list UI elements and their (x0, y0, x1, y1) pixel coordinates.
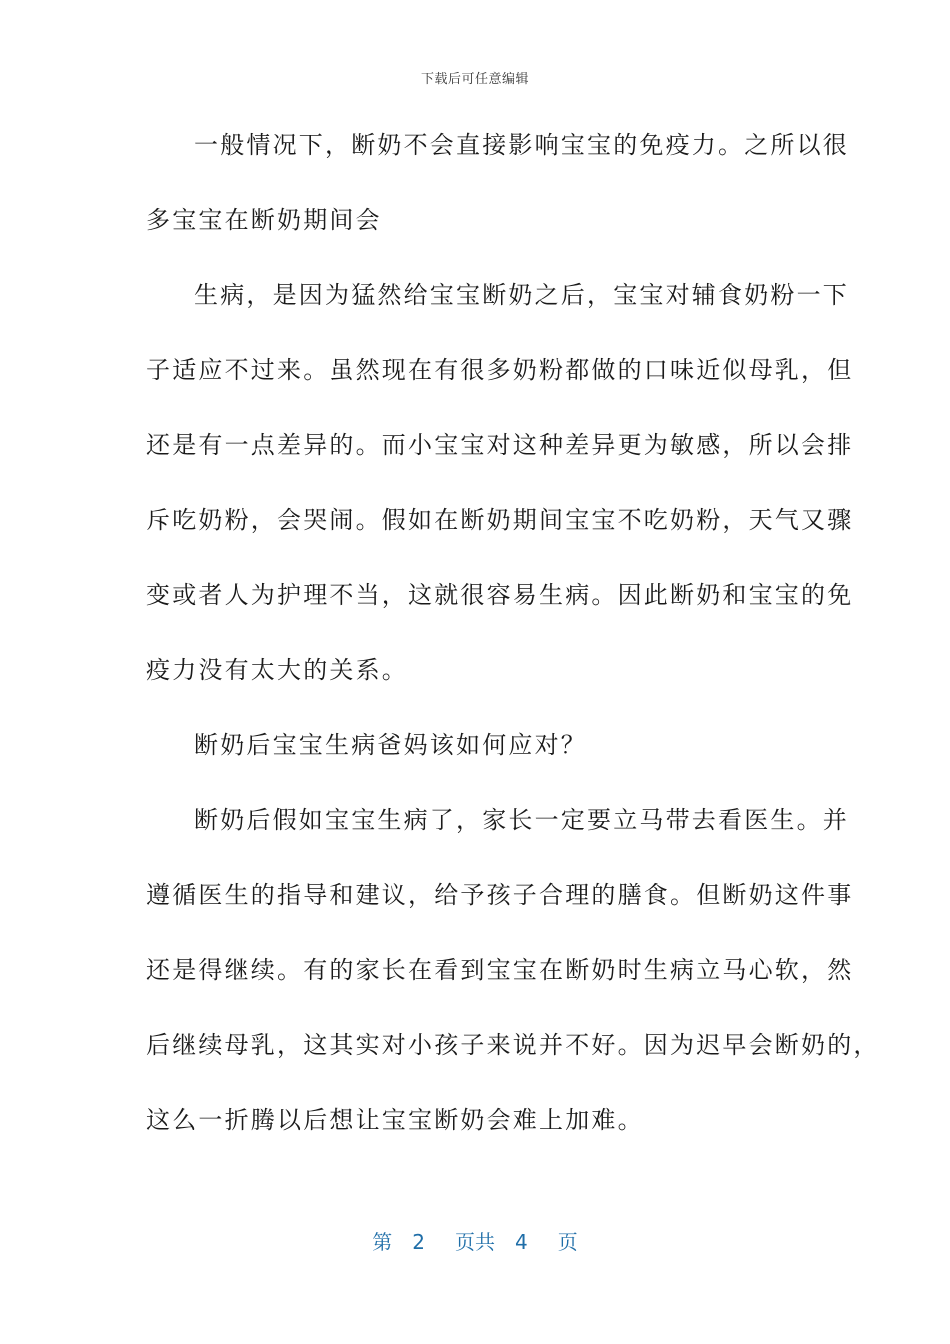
page-mid: 页共 (455, 1230, 495, 1254)
body-line: 还是有一点差异的。而小宝宝对这种差异更为敏感，所以会排 (146, 431, 854, 459)
body-line: 疫力没有太大的关系。 (146, 656, 408, 684)
body-line: 子适应不过来。虽然现在有很多奶粉都做的口味近似母乳，但 (146, 356, 854, 384)
body-line: 变或者人为护理不当，这就很容易生病。因此断奶和宝宝的免 (146, 581, 854, 609)
current-page-number: 2 (412, 1230, 425, 1254)
body-line: 还是得继续。有的家长在看到宝宝在断奶时生病立马心软，然 (146, 956, 854, 984)
body-line: 遵循医生的指导和建议，给予孩子合理的膳食。但断奶这件事 (146, 881, 854, 909)
body-line: 断奶后假如宝宝生病了，家长一定要立马带去看医生。并 (194, 806, 849, 834)
body-line: 生病，是因为猛然给宝宝断奶之后，宝宝对辅食奶粉一下 (194, 281, 849, 309)
body-line: 这么一折腾以后想让宝宝断奶会难上加难。 (146, 1106, 644, 1134)
page-prefix: 第 (372, 1230, 393, 1254)
page-suffix: 页 (557, 1230, 578, 1254)
section-heading: 断奶后宝宝生病爸妈该如何应对？ (194, 731, 587, 759)
total-pages-number: 4 (515, 1230, 528, 1254)
page-number-footer (0, 1226, 950, 1255)
header-note: 下载后可任意编辑 (420, 72, 529, 87)
body-line: 一般情况下，断奶不会直接影响宝宝的免疫力。之所以很 (194, 131, 849, 159)
body-line: 多宝宝在断奶期间会 (146, 206, 382, 234)
body-line: 斥吃奶粉，会哭闹。假如在断奶期间宝宝不吃奶粉，天气又骤 (146, 506, 854, 534)
body-line: 后继续母乳，这其实对小孩子来说并不好。因为迟早会断奶的， (146, 1031, 880, 1059)
